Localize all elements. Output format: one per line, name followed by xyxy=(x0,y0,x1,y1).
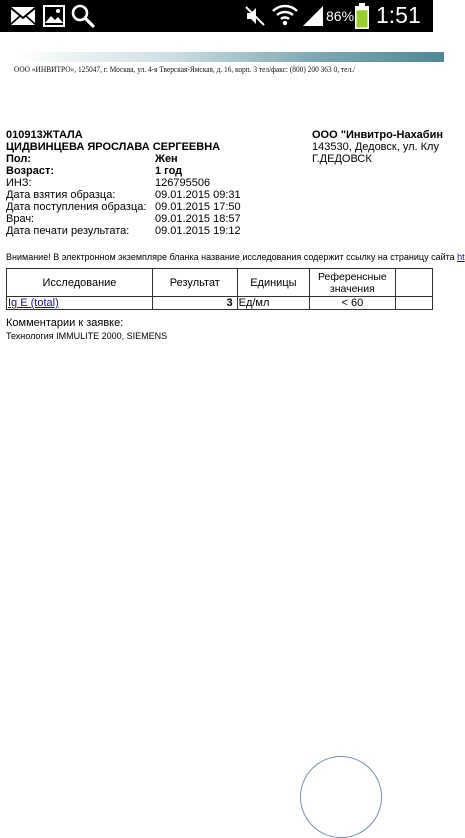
signal-icon xyxy=(302,5,324,27)
notice-link[interactable]: ht xyxy=(457,252,465,262)
field-value: 09.01.2015 17:50 xyxy=(155,201,241,213)
field-label: ИНЗ: xyxy=(6,177,32,189)
column-header-extra xyxy=(395,269,432,297)
field-value: 09.01.2015 09:31 xyxy=(155,189,241,201)
field-value: 09.01.2015 19:12 xyxy=(155,225,241,237)
notice-text: Внимание! В электронном экземпляре бланка название исследования содержит ссылку на страницу сайта xyxy=(6,252,458,262)
column-header: Результат xyxy=(152,269,237,297)
technology-note: Технология IMMULITE 2000, SIEMENS xyxy=(6,331,168,341)
notice xyxy=(6,252,465,262)
lab-name: ООО "Инвитро-Нахабин xyxy=(312,129,444,141)
column-header: Исследование xyxy=(7,269,153,297)
stamp-seal xyxy=(300,756,382,838)
mail-icon xyxy=(10,6,36,26)
battery-icon xyxy=(355,3,369,29)
patient-code: 010913ЖТАЛА xyxy=(6,129,83,141)
patient-name: ЦИДВИНЦЕВА ЯРОСЛАВА СЕРГЕЕВНА xyxy=(6,141,221,153)
reference-value: < 60 xyxy=(310,297,395,310)
field-label: Пол: xyxy=(6,153,32,165)
search-icon xyxy=(71,4,95,28)
field-value: 09.01.2015 18:57 xyxy=(155,213,241,225)
extra-cell xyxy=(395,297,432,310)
wifi-icon xyxy=(272,3,298,27)
field-value: Жен xyxy=(155,153,178,165)
field-label: Врач: xyxy=(6,213,35,225)
table-row xyxy=(7,297,433,310)
field-label: Дата поступления образца: xyxy=(6,201,147,213)
field-label: Возраст: xyxy=(6,165,54,177)
column-header: Единицы xyxy=(237,269,310,297)
field-value: 1 год xyxy=(155,165,183,177)
battery-percent: 86% xyxy=(326,8,355,24)
comments-label: Комментарии к заявке: xyxy=(6,317,124,329)
status-bar xyxy=(0,0,433,32)
gallery-icon xyxy=(43,5,65,27)
header-band xyxy=(14,52,444,62)
clock: 1:51 xyxy=(376,2,421,28)
field-value: 126795506 xyxy=(155,177,211,189)
units-value: Ед/мл xyxy=(237,297,310,310)
document-view[interactable] xyxy=(0,32,465,770)
column-header: Референсные значения xyxy=(310,269,395,297)
table-header-row xyxy=(7,269,433,297)
company-header-line: ООО «ИНВИТРО», 125047, г. Москва, ул. 4-я Тверская-Ямская, д. 16, корп. 3 тел/факс: (800) 200 363 0, тел./ xyxy=(14,64,356,74)
results-table xyxy=(6,268,433,310)
lab-city: Г.ДЕДОВСК xyxy=(312,153,372,165)
mute-icon xyxy=(244,5,266,27)
field-label: Дата печати результата: xyxy=(6,225,130,237)
lab-address: 143530, Дедовск, ул. Клу xyxy=(312,141,439,153)
result-value: 3 xyxy=(152,297,237,310)
field-label: Дата взятия образца: xyxy=(6,189,116,201)
test-name-link[interactable]: Ig E (total) xyxy=(7,297,153,310)
